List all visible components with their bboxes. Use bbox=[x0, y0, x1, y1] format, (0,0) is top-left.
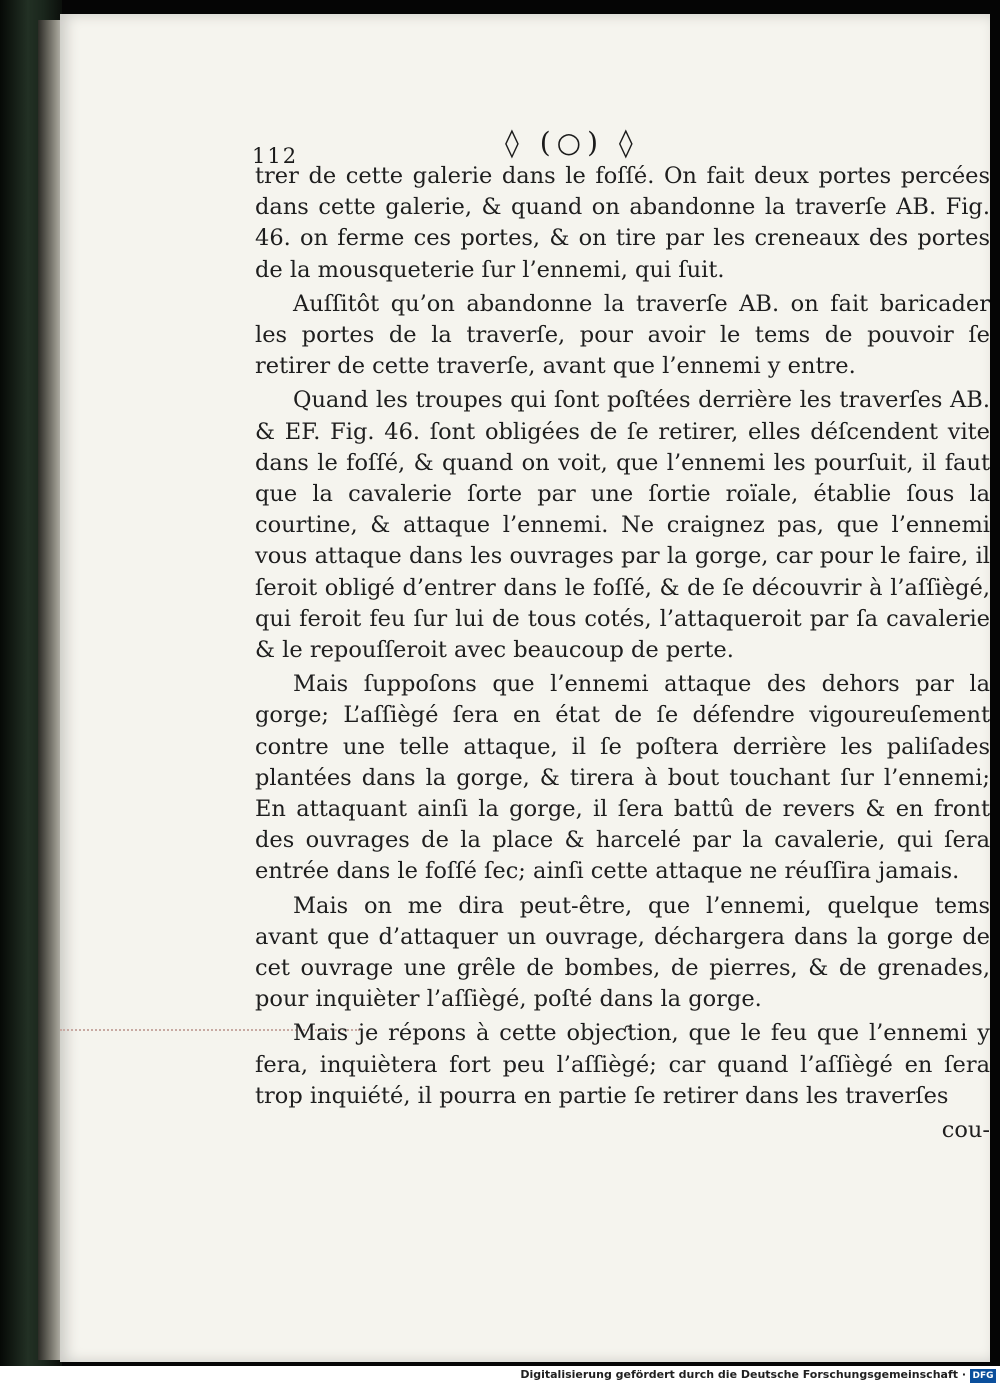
running-head bbox=[60, 126, 990, 166]
catchword: cou- bbox=[941, 1117, 990, 1144]
page-number: 112 bbox=[252, 144, 299, 168]
paragraph: Mais ſuppoſons que l’ennemi attaque des dehors par la gorge; L’aſſiègé ſera en état de ſe défendre vigoureuſement contre une telle attaque, il ſe poſtera derrière les paliſades plantées dans la gorge, & tirera à bout touchant ſur l’ennemi; En attaquant ainſi la gorge, il ſera battû de revers & en front des ouvrages de la place & harcelé par la cavalerie, qui ſera entrée dans le foſſé ſec; ainſi cette attaque ne réuſſira jamais. bbox=[255, 671, 990, 885]
paragraph: Mais je répons à cette objeƈtion, que le feu que l’ennemi y fera, inquiètera fort peu l’aſſiègé; car quand l’aſſiègé en ſera trop inquiété, il pourra en partie ſe retirer dans les traverſes bbox=[255, 1020, 990, 1109]
paragraph: Mais on me dira peut-être, que l’ennemi, quelque tems avant que d’attaquer un ouvrage, déchargera dans la gorge de cet ouvrage une grêle de bombes, de pierres, & de grenades, pour inquièter l’aſſiègé, poſté dans la gorge. bbox=[255, 892, 990, 1013]
paragraph: Auſſitôt qu’on abandonne la traverſe AB. on fait baricader les portes de la traverſe, pour avoir le tems de pouvoir ſe retirer de cette traverſe, avant que l’ennemi y entre. bbox=[255, 290, 990, 380]
funding-credit: Digitalisierung gefördert durch die Deutsche Forschungsgemeinschaft · bbox=[520, 1368, 966, 1381]
footer-bar bbox=[0, 1366, 1000, 1386]
body-text bbox=[255, 161, 990, 1149]
head-ornament: ◊ (○) ◊ bbox=[505, 126, 639, 159]
dfg-logo: DFG bbox=[970, 1369, 996, 1383]
paragraph: Quand les troupes qui ſont poſtées derrière les traverſes AB. & EF. Fig. 46. ſont obligées de ſe retirer, elles déſcendent vite dans le foſſé, & quand on voit, que l’ennemi les pourſuit, il faut que la cavalerie ſorte par une ſortie roïale, établie ſous la courtine, & attaque l’ennemi. Ne craignez pas, que l’ennemi vous attaque dans les ouvrages par la gorge, car pour le faire, il ſeroit obligé d’entrer dans le foſſé, & de ſe découvrir à l’aſſiègé, qui feroit feu ſur lui de tous cotés, l’attaqueroit par ſa cavalerie & le repouſſeroit avec beaucoup de perte. bbox=[255, 387, 990, 664]
paragraph: trer de cette galerie dans le foſſé. On fait deux portes percées dans cette galerie, & quand on abandonne la traverſe AB. Fig. 46. on ferme ces portes, & on tire par les creneaux des portes de la mousqueterie ſur l’ennemi, qui ſuit. bbox=[255, 163, 990, 283]
